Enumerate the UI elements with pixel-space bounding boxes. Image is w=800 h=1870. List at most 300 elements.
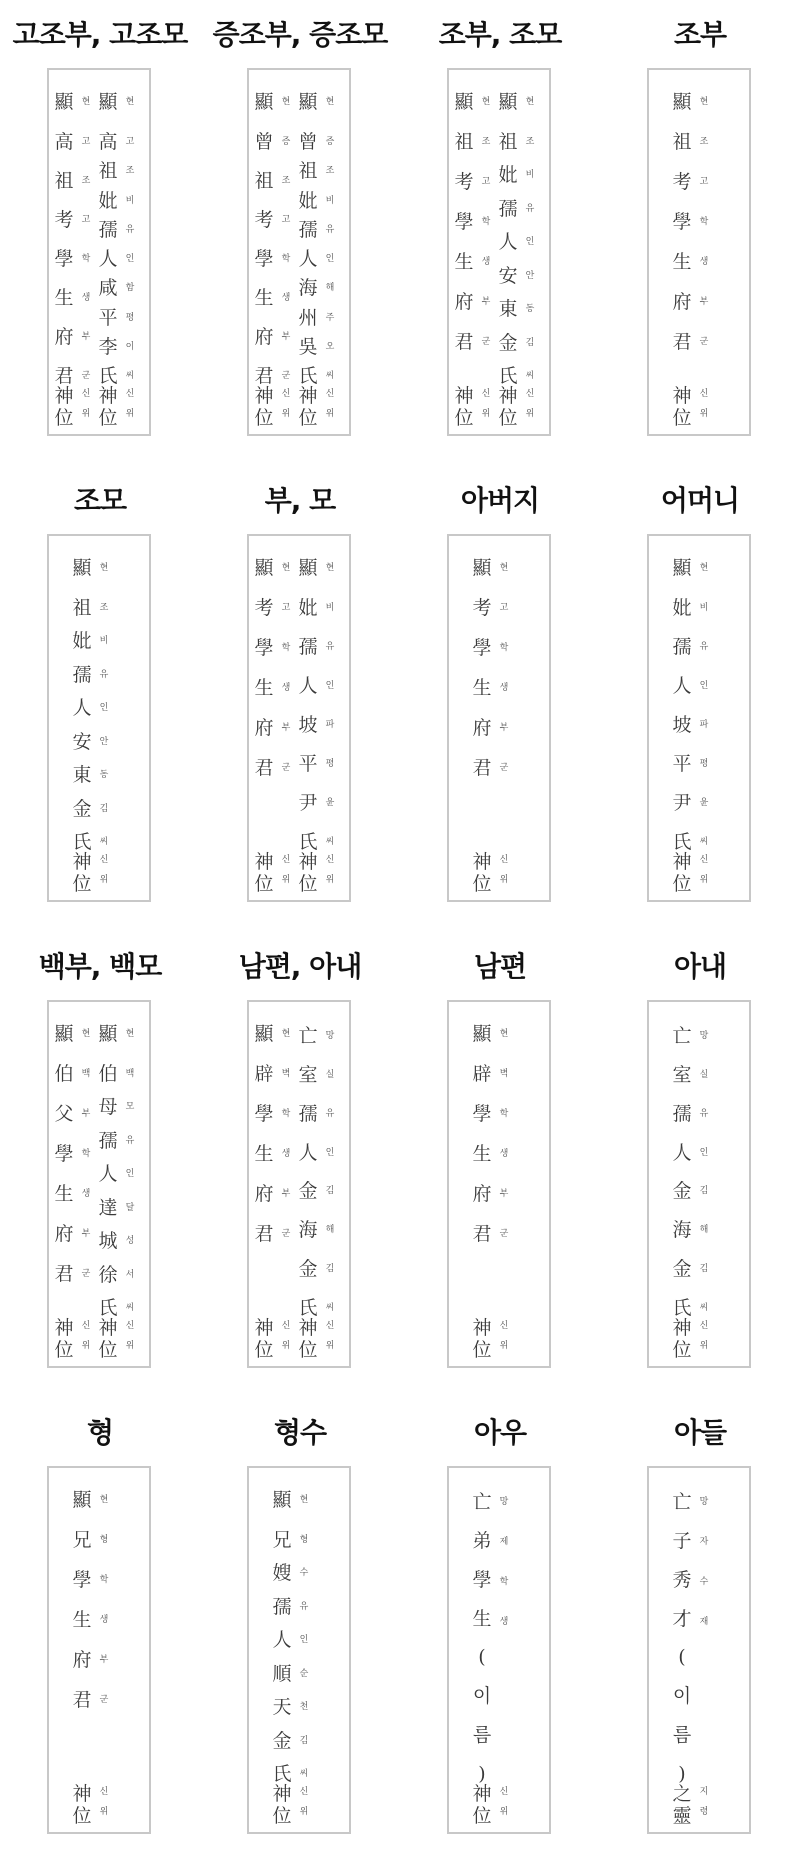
body-character: 祖 <box>498 131 518 153</box>
card-title: 아버지 <box>460 484 540 517</box>
memorial-tablet <box>647 68 751 436</box>
body-character: 孺 <box>98 1129 118 1152</box>
jibang-card <box>200 6 400 466</box>
body-character: 海 <box>672 1219 692 1242</box>
body-character: 安 <box>72 730 92 753</box>
body-character: 君 <box>472 757 492 779</box>
body-character: 曾 <box>298 131 318 153</box>
memorial-tablet <box>47 68 151 436</box>
body-character: 씨 <box>699 837 709 847</box>
closing-character: 위 <box>281 875 291 885</box>
body-character: 제 <box>499 1537 509 1547</box>
body-character: 妣 <box>72 630 92 653</box>
body-character: 府 <box>254 717 274 739</box>
body-character: 벽 <box>499 1069 509 1079</box>
closing-character: 位 <box>72 873 92 895</box>
body-character: 府 <box>454 291 474 313</box>
body-character: 生 <box>254 1143 274 1165</box>
top-character: 현 <box>499 563 509 573</box>
closing-character: 위 <box>325 875 335 885</box>
body-character: 孺 <box>272 1595 292 1618</box>
closing-character: 신 <box>325 1321 335 1331</box>
top-character: 현 <box>99 1495 109 1505</box>
memorial-tablet <box>247 68 351 436</box>
closing-character: 위 <box>325 1341 335 1351</box>
jibang-card <box>0 472 200 932</box>
body-character: 東 <box>72 764 92 787</box>
hangul-reading-column <box>123 82 137 428</box>
body-character: 徐 <box>98 1263 118 1286</box>
body-character: 生 <box>54 287 74 309</box>
body-character: 유 <box>525 203 535 214</box>
body-character: 생 <box>281 683 291 693</box>
body-character: 인 <box>125 254 135 264</box>
closing-character: 位 <box>298 1339 318 1361</box>
top-character: 顯 <box>72 557 92 579</box>
closing-character: 神 <box>672 1317 692 1339</box>
closing-character: 位 <box>498 407 518 429</box>
top-character: 顯 <box>54 1023 74 1045</box>
closing-character: 位 <box>472 1339 492 1361</box>
closing-character: 위 <box>81 1341 91 1351</box>
body-character: 유 <box>125 1135 135 1146</box>
body-character: 비 <box>699 603 709 613</box>
top-character: 현 <box>81 1029 91 1039</box>
body-character: 辟 <box>472 1063 492 1085</box>
body-character: 망 <box>499 1497 509 1507</box>
hanja-column <box>469 1014 495 1360</box>
body-character: 동 <box>99 770 109 781</box>
closing-character: 神 <box>254 851 274 873</box>
body-character: 祖 <box>254 170 274 192</box>
body-character: 才 <box>672 1607 692 1630</box>
closing-character: 位 <box>272 1805 292 1827</box>
body-character: 인 <box>525 237 535 248</box>
body-character: 金 <box>672 1258 692 1281</box>
top-character: 顯 <box>472 1023 492 1045</box>
body-character: ( <box>478 1646 486 1669</box>
body-character: 生 <box>472 1143 492 1165</box>
body-character: 順 <box>272 1662 292 1685</box>
body-character: 학 <box>699 217 709 227</box>
body-character: 조 <box>81 176 91 186</box>
body-character: 坡 <box>298 714 318 736</box>
body-character: 백 <box>125 1069 135 1079</box>
body-character: 人 <box>298 1141 318 1164</box>
hangul-reading-column <box>297 1480 311 1826</box>
hanja-column <box>669 82 695 428</box>
closing-character: 위 <box>699 1341 709 1351</box>
body-character: 金 <box>498 331 518 354</box>
closing-character: 位 <box>98 407 118 429</box>
body-character: 인 <box>325 254 335 264</box>
top-character: 顯 <box>272 1489 292 1511</box>
body-character: 군 <box>481 337 491 347</box>
body-character: 성 <box>125 1236 135 1247</box>
memorial-tablet <box>647 534 751 902</box>
closing-character: 신 <box>481 389 491 399</box>
body-character: 김 <box>325 1264 335 1275</box>
body-character: 씨 <box>325 837 335 847</box>
closing-character: 位 <box>54 407 74 429</box>
hanja-column <box>669 548 695 894</box>
body-character: 兄 <box>72 1529 92 1551</box>
body-character: 尹 <box>298 792 318 814</box>
body-character: 비 <box>525 170 535 181</box>
jibang-card <box>400 938 600 1398</box>
top-character: 현 <box>499 1029 509 1039</box>
body-character: 孺 <box>298 218 318 241</box>
body-character: 生 <box>254 287 274 309</box>
hangul-reading-column <box>323 82 337 428</box>
top-character: 현 <box>281 1029 291 1039</box>
closing-character: 神 <box>254 1317 274 1339</box>
card-title: 조부 <box>673 18 727 51</box>
body-character: 고 <box>481 177 491 187</box>
top-character: 顯 <box>254 557 274 579</box>
body-character: 실 <box>325 1069 335 1080</box>
body-character: 孺 <box>672 636 692 658</box>
closing-character: 위 <box>325 409 335 419</box>
body-character: 金 <box>72 797 92 820</box>
body-character: 秀 <box>672 1568 692 1591</box>
body-character: 주 <box>325 312 335 323</box>
closing-character: 之 <box>672 1783 692 1805</box>
body-character: 金 <box>272 1729 292 1752</box>
body-character: 유 <box>325 642 335 652</box>
body-character: 학 <box>281 1109 291 1119</box>
closing-character: 位 <box>54 1339 74 1361</box>
closing-character: 位 <box>672 1339 692 1361</box>
closing-character: 位 <box>472 873 492 895</box>
body-character: 부 <box>81 1109 91 1119</box>
jibang-card <box>400 6 600 466</box>
body-character: 군 <box>499 1229 509 1239</box>
body-character: 함 <box>125 283 135 294</box>
body-character: 海 <box>298 1219 318 1242</box>
top-character: 顯 <box>54 91 74 113</box>
closing-character: 신 <box>281 1321 291 1331</box>
body-character: 生 <box>472 677 492 699</box>
memorial-tablet <box>247 534 351 902</box>
body-character: 平 <box>98 306 118 329</box>
closing-character: 位 <box>254 1339 274 1361</box>
hangul-reading-column <box>279 548 293 894</box>
hanja-column <box>295 548 321 894</box>
closing-character: 위 <box>99 1807 109 1817</box>
hanja-column <box>69 1480 95 1826</box>
body-character: 생 <box>81 293 91 303</box>
closing-character: 神 <box>298 385 318 407</box>
closing-character: 위 <box>125 409 135 419</box>
top-character: 顯 <box>254 91 274 113</box>
card-title: 형 <box>86 1416 114 1449</box>
body-character: 子 <box>672 1529 692 1552</box>
body-character: 金 <box>298 1258 318 1281</box>
body-character: 생 <box>281 293 291 303</box>
body-character: ( <box>678 1646 686 1669</box>
body-character: 학 <box>481 217 491 227</box>
closing-character: 신 <box>125 1321 135 1331</box>
body-character: 亡 <box>672 1491 692 1513</box>
body-character: 考 <box>254 209 274 231</box>
top-character: 현 <box>299 1495 309 1505</box>
body-character: 孺 <box>72 663 92 686</box>
body-character: 人 <box>672 675 692 697</box>
body-character: 천 <box>299 1702 309 1713</box>
hangul-reading-column <box>323 548 337 894</box>
body-character: 고 <box>81 215 91 225</box>
body-character: 김 <box>299 1735 309 1746</box>
body-character: 씨 <box>699 1303 709 1313</box>
closing-character: 신 <box>81 1321 91 1331</box>
body-character: 妣 <box>498 164 518 187</box>
closing-character: 지 <box>699 1787 709 1797</box>
body-character: 부 <box>499 723 509 733</box>
body-character: 조 <box>325 166 335 177</box>
hangul-reading-column <box>497 1480 511 1826</box>
body-character: 학 <box>499 643 509 653</box>
body-character: 해 <box>325 283 335 294</box>
body-character: 씨 <box>525 371 535 381</box>
body-character: 學 <box>672 211 692 233</box>
closing-character: 신 <box>699 855 709 865</box>
top-character: 현 <box>525 97 535 107</box>
body-character: 김 <box>525 337 535 348</box>
body-character: 學 <box>54 1143 74 1165</box>
closing-character: 神 <box>472 1317 492 1339</box>
body-character: 씨 <box>125 1303 135 1313</box>
body-character: 嫂 <box>272 1562 292 1585</box>
body-character: 妣 <box>298 189 318 212</box>
body-character: 유 <box>699 642 709 652</box>
closing-character: 神 <box>498 385 518 407</box>
closing-character: 신 <box>525 389 535 399</box>
hanja-column <box>669 1014 695 1360</box>
closing-character: 神 <box>298 1317 318 1339</box>
hangul-reading-column <box>79 1014 93 1360</box>
body-character: 平 <box>298 753 318 775</box>
body-character: 형 <box>99 1535 109 1545</box>
body-character: 人 <box>672 1141 692 1164</box>
hangul-reading-column <box>97 1480 111 1826</box>
body-character: 亡 <box>472 1491 492 1513</box>
body-character: 孺 <box>298 1102 318 1125</box>
body-character: 李 <box>98 335 118 358</box>
body-character: 고 <box>281 603 291 613</box>
body-character: 孺 <box>498 197 518 220</box>
hangul-reading-column <box>323 1014 337 1360</box>
body-character: 김 <box>325 1186 335 1197</box>
jibang-card <box>0 6 200 466</box>
body-character: 생 <box>281 1149 291 1159</box>
body-character: 학 <box>499 1577 509 1587</box>
jibang-card <box>600 938 800 1398</box>
memorial-tablet <box>447 1000 551 1368</box>
body-character: 망 <box>699 1031 709 1041</box>
body-character: 人 <box>72 697 92 720</box>
body-character: 김 <box>99 803 109 814</box>
body-character: 氏 <box>298 1297 318 1319</box>
body-character: 弟 <box>472 1529 492 1552</box>
top-character: 현 <box>699 563 709 573</box>
body-character: 김 <box>699 1186 709 1197</box>
memorial-tablet <box>247 1000 351 1368</box>
body-character: 윤 <box>325 798 335 808</box>
body-character: 안 <box>525 270 535 281</box>
top-character: 현 <box>281 97 291 107</box>
body-character: 城 <box>98 1230 118 1253</box>
closing-character: 位 <box>298 407 318 429</box>
hangul-reading-column <box>697 548 711 894</box>
body-character: 름 <box>672 1724 692 1747</box>
body-character: 氏 <box>298 365 318 387</box>
body-character: 름 <box>472 1724 492 1747</box>
body-character: 人 <box>272 1629 292 1652</box>
hangul-reading-column <box>279 1014 293 1360</box>
body-character: 서 <box>125 1269 135 1280</box>
body-character: 氏 <box>98 1297 118 1319</box>
body-character: 이 <box>125 341 135 352</box>
body-character: 生 <box>454 251 474 273</box>
body-character: 祖 <box>72 597 92 619</box>
body-character: 이 <box>672 1685 692 1708</box>
top-character: 顯 <box>254 1023 274 1045</box>
closing-character: 신 <box>99 855 109 865</box>
body-character: 평 <box>125 312 135 323</box>
body-character: 군 <box>81 1269 91 1279</box>
body-character: 孺 <box>98 218 118 241</box>
body-character: 祖 <box>98 160 118 183</box>
top-character: 현 <box>325 563 335 573</box>
closing-character: 위 <box>525 409 535 419</box>
top-character: 현 <box>281 563 291 573</box>
body-character: 모 <box>125 1102 135 1113</box>
memorial-tablet <box>647 1000 751 1368</box>
card-title: 조모 <box>73 484 127 517</box>
body-character: 파 <box>325 720 335 730</box>
body-character: ) <box>678 1763 686 1785</box>
body-character: 고 <box>81 137 91 147</box>
body-character: 妣 <box>298 597 318 619</box>
card-title: 아들 <box>673 1416 727 1449</box>
body-character: 人 <box>98 248 118 270</box>
body-character: 生 <box>54 1183 74 1205</box>
closing-character: 위 <box>699 875 709 885</box>
body-character: 조 <box>125 166 135 177</box>
closing-character: 위 <box>99 875 109 885</box>
body-character: 亡 <box>672 1025 692 1047</box>
body-character: 이 <box>472 1685 492 1708</box>
body-character: 府 <box>672 291 692 313</box>
closing-character: 位 <box>672 407 692 429</box>
body-character: 학 <box>81 1149 91 1159</box>
closing-character: 위 <box>499 1341 509 1351</box>
body-character: 부 <box>99 1655 109 1665</box>
hangul-reading-column <box>479 82 493 428</box>
hanja-column <box>51 82 77 428</box>
body-character: 인 <box>325 681 335 691</box>
body-character: 생 <box>499 1617 509 1627</box>
body-character: 조 <box>525 137 535 147</box>
body-character: 府 <box>54 1223 74 1245</box>
top-character: 顯 <box>472 557 492 579</box>
top-character: 顯 <box>98 91 118 113</box>
body-character: 씨 <box>125 371 135 381</box>
body-character: 海 <box>298 277 318 300</box>
top-character: 顯 <box>98 1023 118 1045</box>
jibang-card <box>600 6 800 466</box>
body-character: 孺 <box>298 636 318 658</box>
body-character: 평 <box>699 759 709 769</box>
body-character: 인 <box>125 1169 135 1180</box>
body-character: 府 <box>254 1183 274 1205</box>
memorial-tablet <box>247 1466 351 1834</box>
body-character: 비 <box>325 603 335 613</box>
hangul-reading-column <box>123 1014 137 1360</box>
body-character: 군 <box>281 371 291 381</box>
top-character: 현 <box>325 97 335 107</box>
closing-character: 신 <box>699 1321 709 1331</box>
body-character: 妣 <box>98 189 118 212</box>
body-character: 부 <box>481 297 491 307</box>
hanja-column <box>251 548 277 894</box>
body-character: 府 <box>72 1649 92 1671</box>
top-character: 현 <box>699 97 709 107</box>
body-character: 실 <box>699 1069 709 1080</box>
body-character: 형 <box>299 1535 309 1545</box>
closing-character: 령 <box>699 1807 709 1817</box>
body-character: 平 <box>672 753 692 775</box>
top-character: 顯 <box>498 91 518 113</box>
body-character: 學 <box>54 248 74 270</box>
body-character: 조 <box>481 137 491 147</box>
body-character: 비 <box>125 195 135 206</box>
closing-character: 위 <box>81 409 91 419</box>
memorial-tablet <box>47 534 151 902</box>
closing-character: 神 <box>272 1783 292 1805</box>
closing-character: 神 <box>54 385 74 407</box>
body-character: 재 <box>699 1617 709 1627</box>
body-character: 학 <box>281 254 291 264</box>
body-character: 府 <box>472 1183 492 1205</box>
jibang-card <box>0 1404 200 1864</box>
body-character: 祖 <box>454 131 474 153</box>
body-character: 氏 <box>298 831 318 853</box>
closing-character: 神 <box>98 1317 118 1339</box>
body-character: 母 <box>98 1096 118 1119</box>
closing-character: 신 <box>325 389 335 399</box>
closing-character: 神 <box>54 1317 74 1339</box>
hangul-reading-column <box>79 82 93 428</box>
body-character: 學 <box>472 637 492 659</box>
top-character: 현 <box>125 1029 135 1039</box>
body-character: 府 <box>54 326 74 348</box>
hanja-column <box>469 548 495 894</box>
hanja-column <box>295 82 321 428</box>
body-character: 조 <box>99 603 109 613</box>
body-character: 씨 <box>325 1303 335 1313</box>
jibang-card <box>400 472 600 932</box>
body-character: 州 <box>298 306 318 329</box>
body-character: 해 <box>325 1225 335 1236</box>
body-character: 亡 <box>298 1025 318 1047</box>
body-character: 비 <box>99 636 109 647</box>
hanja-column <box>495 82 521 428</box>
jibang-card <box>200 1404 400 1864</box>
body-character: 씨 <box>99 837 109 847</box>
body-character: 安 <box>498 264 518 287</box>
